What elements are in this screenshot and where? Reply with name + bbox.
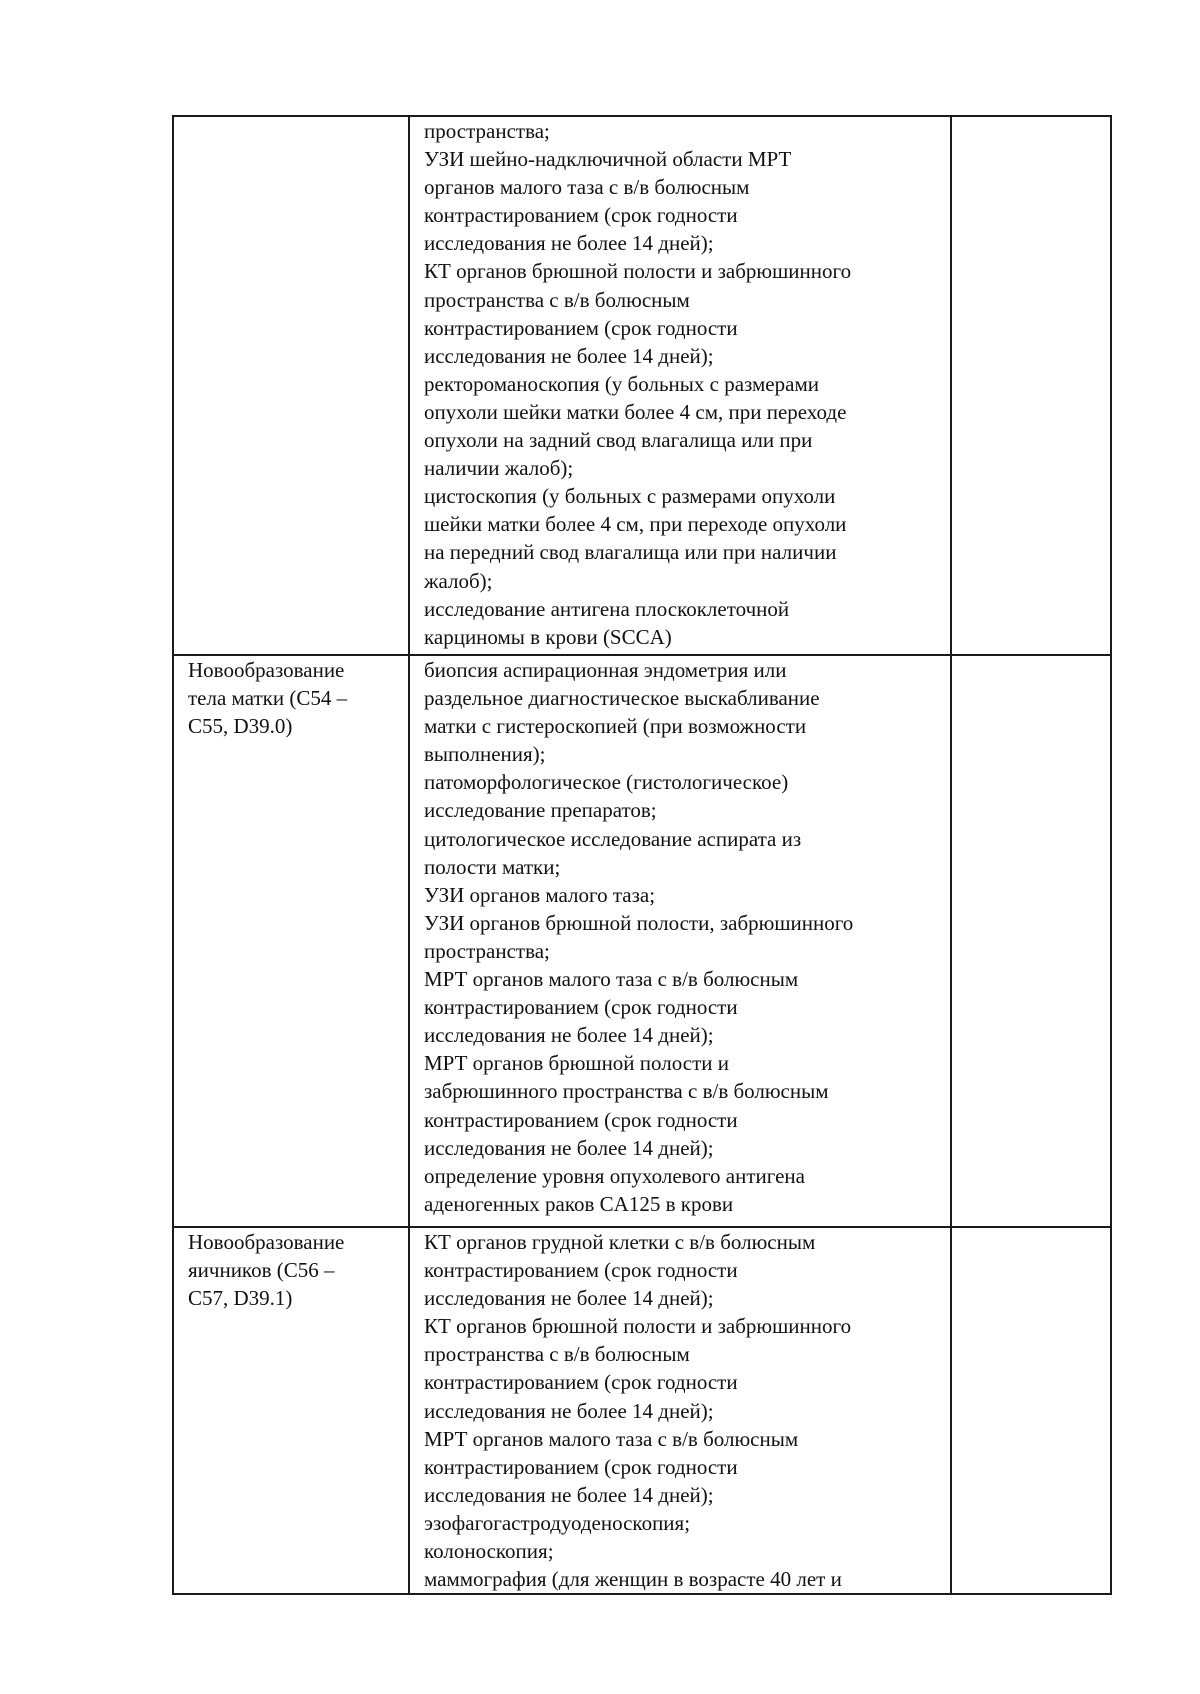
cell-text-line: пространства; — [424, 938, 550, 963]
cell-text-line: Новообразование — [188, 658, 345, 682]
cell-text-line: раздельное диагностическое выскабливание — [424, 686, 820, 711]
examinations-cell — [409, 116, 951, 655]
cell-text-line: яичников (C56 – — [188, 1258, 335, 1283]
cell-text-line: полости матки; — [424, 854, 561, 879]
table-row — [173, 1227, 1111, 1594]
cell-text-line: КТ органов брюшной полости и забрюшинного — [424, 1314, 852, 1339]
cell-text-line: контрастированием (срок годности — [424, 1258, 738, 1283]
cell-text-line: УЗИ шейно-надключичной области МРТ — [424, 147, 792, 172]
cell-text-line: матки с гистероскопией (при возможности — [424, 714, 807, 739]
cell-text-line: C57, D39.1) — [188, 1286, 293, 1311]
cell-text-line: определение уровня опухолевого антигена — [424, 1163, 805, 1188]
examinations-cell — [409, 655, 951, 1227]
table-row — [173, 655, 1111, 1227]
cell-text-line: колоноскопия; — [424, 1539, 554, 1564]
cell-text-line: опухоли шейки матки более 4 см, при переходе — [424, 399, 847, 424]
cell-text-line: КТ органов брюшной полости и забрюшинного — [424, 259, 852, 284]
cell-text-line: исследование антигена плоскоклеточной — [424, 596, 790, 621]
cell-text-line: C55, D39.0) — [188, 714, 293, 739]
diagnosis-cell — [173, 1227, 409, 1594]
cell-text-line: КТ органов грудной клетки с в/в болюсным — [424, 1230, 816, 1254]
notes-cell — [951, 116, 1111, 655]
cell-text-line: выполнения); — [424, 742, 546, 767]
cell-text-line: исследования не более 14 дней); — [424, 1135, 714, 1160]
cell-text-line: исследование препаратов; — [424, 798, 657, 823]
cell-text-line: цистоскопия (у больных с размерами опухоли — [424, 484, 836, 509]
cell-text-line: ректороманоскопия (у больных с размерами — [424, 371, 819, 396]
table-row — [173, 116, 1111, 655]
diagnosis-cell — [173, 655, 409, 1227]
cell-text-line: МРТ органов малого таза с в/в болюсным — [424, 1426, 799, 1451]
cell-text-line: исследования не более 14 дней); — [424, 1398, 714, 1423]
cell-text-line: опухоли на задний свод влагалища или при — [424, 428, 813, 453]
cell-text-line: УЗИ органов брюшной полости, забрюшинного — [424, 910, 854, 935]
cell-text-line: МРТ органов малого таза с в/в болюсным — [424, 967, 799, 992]
cell-text-line: эзофагогастродуоденоскопия; — [424, 1510, 691, 1535]
cell-text-line: карциномы в крови (SCCA) — [424, 624, 672, 649]
cell-text-line: пространства с в/в болюсным — [424, 1342, 690, 1367]
cell-text-line: контрастированием (срок годности — [424, 315, 738, 340]
cell-text-line: исследования не более 14 дней); — [424, 231, 714, 256]
cell-text-line: маммография (для женщин в возрасте 40 лет и — [424, 1567, 842, 1592]
cell-text-line: пространства с в/в болюсным — [424, 287, 690, 312]
cell-text-line: контрастированием (срок годности — [424, 203, 738, 228]
cell-text-line: УЗИ органов малого таза; — [424, 882, 656, 907]
cell-text-line: забрюшинного пространства с в/в болюсным — [424, 1079, 829, 1104]
cell-text-line: контрастированием (срок годности — [424, 1107, 738, 1132]
diagnosis-cell — [173, 116, 409, 655]
cell-text-line: патоморфологическое (гистологическое) — [424, 770, 789, 795]
cell-text-line: на передний свод влагалища или при наличии — [424, 540, 837, 565]
examinations-cell — [409, 1227, 951, 1594]
cell-text-line: исследования не более 14 дней); — [424, 1023, 714, 1048]
notes-cell — [951, 655, 1111, 1227]
cell-text-line: аденогенных раков CA125 в крови — [424, 1191, 734, 1216]
cell-text-line: тела матки (C54 – — [188, 686, 348, 711]
notes-cell — [951, 1227, 1111, 1594]
cell-text-line: органов малого таза с в/в болюсным — [424, 175, 750, 200]
diagnostics-table — [172, 115, 1112, 1595]
cell-text-line: контрастированием (срок годности — [424, 1454, 738, 1479]
cell-text-line: наличии жалоб); — [424, 456, 574, 481]
cell-text-line: исследования не более 14 дней); — [424, 1286, 714, 1311]
cell-text-line: биопсия аспирационная эндометрия или — [424, 658, 787, 682]
cell-text-line: исследования не более 14 дней); — [424, 343, 714, 368]
cell-text-line: исследования не более 14 дней); — [424, 1482, 714, 1507]
cell-text-line: контрастированием (срок годности — [424, 1370, 738, 1395]
cell-text-line: МРТ органов брюшной полости и — [424, 1051, 729, 1076]
cell-text-line: цитологическое исследование аспирата из — [424, 826, 802, 851]
cell-text-line: жалоб); — [424, 568, 493, 593]
cell-text-line: пространства; — [424, 119, 550, 143]
cell-text-line: Новообразование — [188, 1230, 345, 1254]
cell-text-line: контрастированием (срок годности — [424, 995, 738, 1020]
cell-text-line: шейки матки более 4 см, при переходе опухоли — [424, 512, 847, 537]
